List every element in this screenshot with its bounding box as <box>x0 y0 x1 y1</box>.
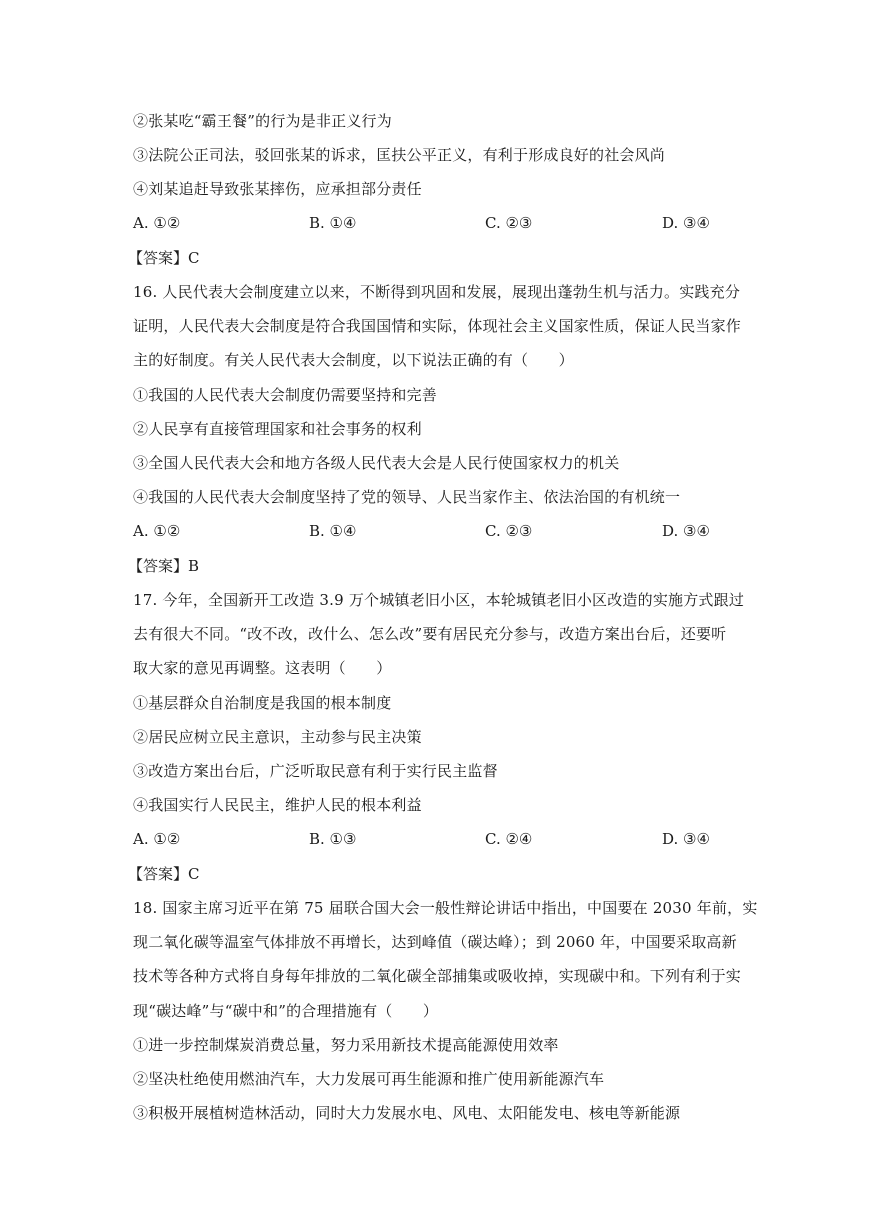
q15-option-a: A. ①② <box>133 214 181 232</box>
q16-statement-1: ①我国的人民代表大会制度仍需要坚持和完善 <box>133 386 438 404</box>
q16-option-a: A. ①② <box>133 522 181 540</box>
q17-statement-1: ①基层群众自治制度是我国的根本制度 <box>133 694 392 712</box>
q17-stem-line-3: 取大家的意见再调整。这表明（ ） <box>133 659 392 677</box>
q15-answer: 【答案】C <box>128 249 200 267</box>
q18-stem-line-3: 技术等各种方式将自身每年排放的二氧化碳全部捕集或吸收掉，实现碳中和。下列有利于实 <box>133 967 742 985</box>
q15-statement-2: ②张某吃“霸王餐”的行为是非正义行为 <box>133 112 392 130</box>
q16-option-c: C. ②③ <box>485 522 533 540</box>
q18-statement-3: ③积极开展植树造林活动，同时大力发展水电、风电、太阳能发电、核电等新能源 <box>133 1104 681 1122</box>
q16-statement-2: ②人民享有直接管理国家和社会事务的权利 <box>133 420 422 438</box>
q17-statement-3: ③改造方案出台后，广泛听取民意有利于实行民主监督 <box>133 762 498 780</box>
q16-option-d: D. ③④ <box>662 522 710 540</box>
q15-statement-3: ③法院公正司法，驳回张某的诉求，匡扶公平正义，有利于形成良好的社会风尚 <box>133 146 666 164</box>
q16-stem-line-1: 16. 人民代表大会制度建立以来，不断得到巩固和发展，展现出蓬勃生机与活力。实践充分 <box>133 283 741 301</box>
q17-option-c: C. ②④ <box>485 830 533 848</box>
q15-option-b: B. ①④ <box>309 214 357 232</box>
q15-option-d: D. ③④ <box>662 214 710 232</box>
q16-statement-4: ④我国的人民代表大会制度坚持了党的领导、人民当家作主、依法治国的有机统一 <box>133 488 681 506</box>
q18-stem-line-4: 现“碳达峰”与“碳中和”的合理措施有（ ） <box>133 1002 439 1020</box>
q15-option-c: C. ②③ <box>485 214 533 232</box>
q17-option-b: B. ①③ <box>309 830 357 848</box>
q16-statement-3: ③全国人民代表大会和地方各级人民代表大会是人民行使国家权力的机关 <box>133 454 620 472</box>
q17-stem-line-2: 去有很大不同。“改不改，改什么、怎么改”要有居民充分参与，改造方案出台后，还要听 <box>133 625 727 643</box>
q18-statement-1: ①进一步控制煤炭消费总量，努力采用新技术提高能源使用效率 <box>133 1036 559 1054</box>
q17-statement-4: ④我国实行人民民主，维护人民的根本利益 <box>133 796 422 814</box>
q17-answer: 【答案】C <box>128 865 200 883</box>
q16-stem-line-2: 证明，人民代表大会制度是符合我国国情和实际，体现社会主义国家性质，保证人民当家作 <box>133 317 742 335</box>
q18-statement-2: ②坚决杜绝使用燃油汽车，大力发展可再生能源和推广使用新能源汽车 <box>133 1070 605 1088</box>
q17-option-d: D. ③④ <box>662 830 710 848</box>
q16-answer: 【答案】B <box>128 557 200 575</box>
q17-option-a: A. ①② <box>133 830 181 848</box>
q16-stem-line-3: 主的好制度。有关人民代表大会制度，以下说法正确的有（ ） <box>133 351 574 369</box>
q18-stem-line-1: 18. 国家主席习近平在第 75 届联合国大会一般性辩论讲话中指出，中国要在 2030 年前，实 <box>133 899 758 917</box>
q17-statement-2: ②居民应树立民主意识，主动参与民主决策 <box>133 728 422 746</box>
q18-stem-line-2: 现二氧化碳等温室气体排放不再增长，达到峰值（碳达峰）；到 2060 年，中国要采取高新 <box>133 933 737 951</box>
q17-stem-line-1: 17. 今年，全国新开工改造 3.9 万个城镇老旧小区，本轮城镇老旧小区改造的实施方式跟过 <box>133 591 745 609</box>
q16-option-b: B. ①④ <box>309 522 357 540</box>
q15-statement-4: ④刘某追赶导致张某摔伤，应承担部分责任 <box>133 180 422 198</box>
